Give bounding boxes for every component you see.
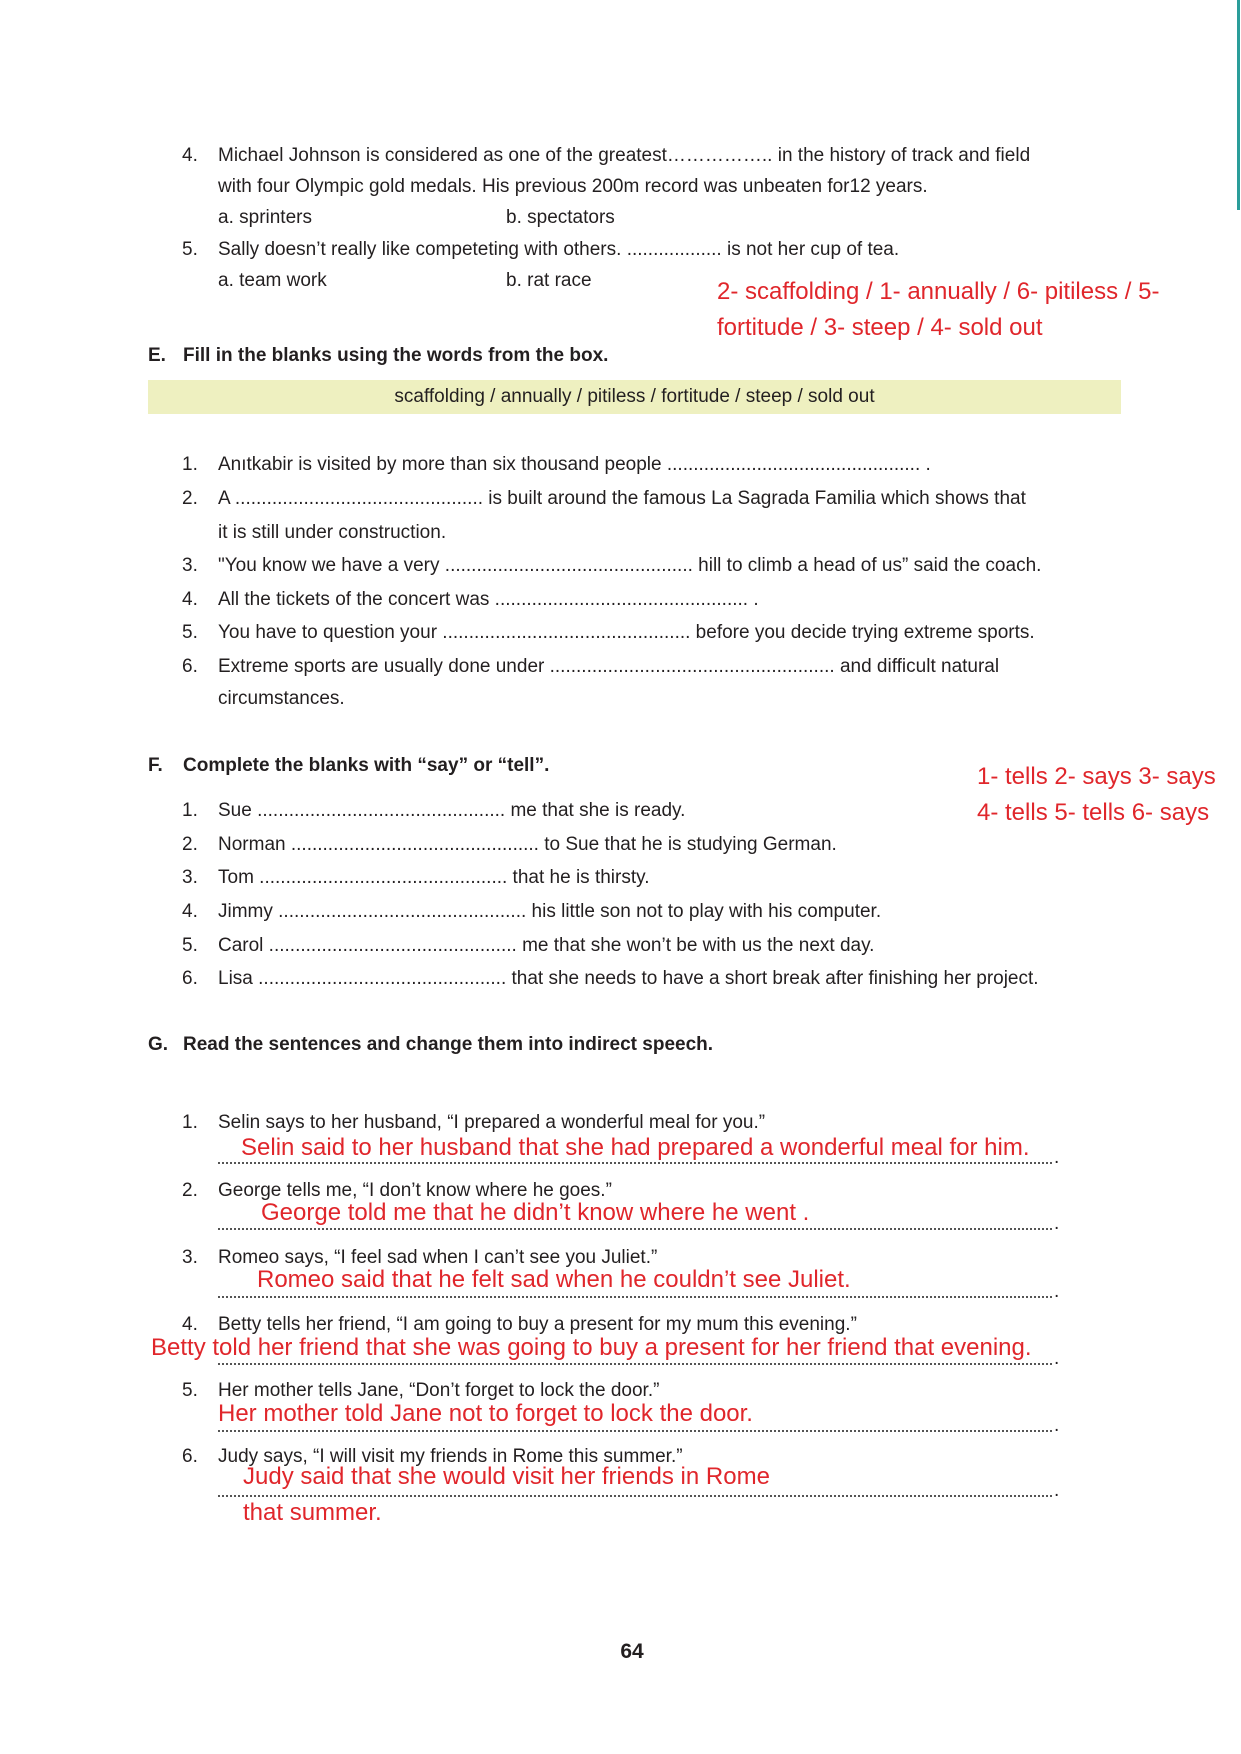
handwritten-answer: fortitude / 3- steep / 4- sold out (717, 314, 1043, 341)
question-text: Tom ............................................... that he is thirsty. (218, 867, 650, 888)
question-text: it is still under construction. (218, 522, 447, 543)
item-number: 5. (182, 622, 198, 643)
question-text: Judy says, “I will visit my friends in Rome this summer.” (218, 1446, 683, 1467)
question-text: George tells me, “I don’t know where he goes.” (218, 1180, 612, 1201)
question-text: You have to question your ............................................... before you decide trying extreme sports. (218, 622, 1035, 643)
handwritten-answer: Betty told her friend that she was going to buy a present for her friend that evening. (151, 1334, 1032, 1361)
item-number: 1. (182, 454, 198, 475)
page-number: 64 (620, 1640, 644, 1663)
answer-line (218, 1363, 1052, 1365)
question-text: Sally doesn’t really like competeting with others. .................. is not her cup of tea. (218, 239, 900, 260)
answer-line-end: . (1054, 1147, 1060, 1168)
question-text: "You know we have a very ............................................... hill to climb a head of us” said the coach. (218, 555, 1042, 576)
page-edge-line (1237, 0, 1240, 210)
item-number: 1. (182, 1112, 198, 1133)
section-letter: E. (148, 345, 166, 366)
answer-line-end: . (1054, 1281, 1060, 1302)
question-text: Jimmy ............................................... his little son not to play with his computer. (218, 901, 882, 922)
item-number: 2. (182, 488, 198, 509)
item-number: 5. (182, 239, 198, 260)
item-number: 6. (182, 656, 198, 677)
handwritten-answer: Her mother told Jane not to forget to lock the door. (218, 1400, 753, 1427)
handwritten-answer: that summer. (243, 1499, 382, 1526)
question-text: Anıtkabir is visited by more than six thousand people ................................................ . (218, 454, 931, 475)
section-heading: Read the sentences and change them into indirect speech. (183, 1034, 714, 1055)
answer-line (218, 1495, 1052, 1497)
question-text: circumstances. (218, 688, 345, 709)
item-number: 3. (182, 1247, 198, 1268)
handwritten-answer: George told me that he didn’t know where he went . (261, 1199, 810, 1226)
word-box: scaffolding / annually / pitiless / fortitude / steep / sold out (148, 380, 1121, 414)
question-text: All the tickets of the concert was ................................................ . (218, 589, 759, 610)
option-b: b. rat race (506, 270, 592, 291)
handwritten-answer: Romeo said that he felt sad when he couldn’t see Juliet. (257, 1266, 851, 1293)
item-number: 3. (182, 555, 198, 576)
question-text: Norman ............................................... to Sue that he is studying German. (218, 834, 837, 855)
item-number: 6. (182, 1446, 198, 1467)
item-number: 4. (182, 589, 198, 610)
question-text: Her mother tells Jane, “Don’t forget to lock the door.” (218, 1380, 660, 1401)
section-heading: Complete the blanks with “say” or “tell”. (183, 755, 550, 776)
answer-line (218, 1228, 1052, 1230)
question-text: Betty tells her friend, “I am going to buy a present for my mum this evening.” (218, 1314, 857, 1335)
section-letter: G. (148, 1034, 169, 1055)
answer-line (218, 1296, 1052, 1298)
option-a: a. team work (218, 270, 327, 291)
question-text: Carol ............................................... me that she won’t be with us the next day. (218, 935, 875, 956)
item-number: 5. (182, 1380, 198, 1401)
handwritten-answer: 2- scaffolding / 1- annually / 6- pitiless / 5- (717, 278, 1160, 305)
answer-line-end: . (1054, 1213, 1060, 1234)
answer-line-end: . (1054, 1415, 1060, 1436)
question-text: Selin says to her husband, “I prepared a wonderful meal for you.” (218, 1112, 766, 1133)
answer-line (218, 1430, 1052, 1432)
handwritten-answer: 4- tells 5- tells 6- says (977, 799, 1210, 826)
question-text: Romeo says, “I feel sad when I can’t see you Juliet.” (218, 1247, 658, 1268)
section-heading: Fill in the blanks using the words from the box. (183, 345, 609, 366)
question-text: with four Olympic gold medals. His previous 200m record was unbeaten for12 years. (218, 176, 928, 197)
item-number: 4. (182, 901, 198, 922)
handwritten-answer: 1- tells 2- says 3- says (977, 763, 1216, 790)
item-number: 3. (182, 867, 198, 888)
question-text: Michael Johnson is considered as one of the greatest…………….. in the history of track and field (218, 145, 1031, 166)
item-number: 4. (182, 1314, 198, 1335)
question-text: Extreme sports are usually done under ...................................................... and difficult natural (218, 656, 1000, 677)
option-a: a. sprinters (218, 207, 312, 228)
item-number: 2. (182, 834, 198, 855)
answer-line-end: . (1054, 1480, 1060, 1501)
item-number: 2. (182, 1180, 198, 1201)
item-number: 4. (182, 145, 198, 166)
answer-line-end: . (1054, 1348, 1060, 1369)
item-number: 5. (182, 935, 198, 956)
handwritten-answer: Judy said that she would visit her friends in Rome (243, 1463, 770, 1490)
question-text: Lisa ............................................... that she needs to have a short break after finishing her project. (218, 968, 1039, 989)
item-number: 6. (182, 968, 198, 989)
question-text: Sue ............................................... me that she is ready. (218, 800, 686, 821)
question-text: A ............................................... is built around the famous La Sagrada Familia which shows that (218, 488, 1026, 509)
handwritten-answer: Selin said to her husband that she had prepared a wonderful meal for him. (241, 1134, 1030, 1161)
section-letter: F. (148, 755, 163, 776)
item-number: 1. (182, 800, 198, 821)
option-b: b. spectators (506, 207, 615, 228)
